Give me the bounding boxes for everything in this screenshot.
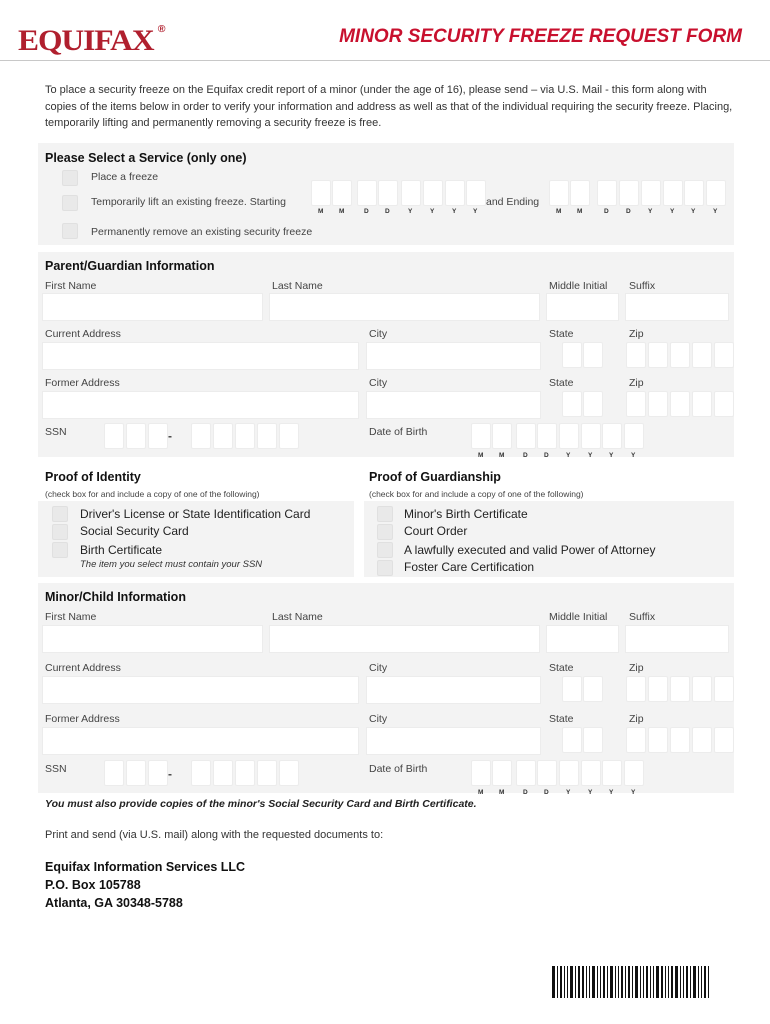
minor-ssn-box[interactable] [279, 760, 299, 786]
start-date-letter: M [318, 208, 324, 215]
barcode-bar [582, 966, 584, 998]
barcode-bar [686, 966, 688, 998]
end-date-box[interactable] [706, 180, 726, 206]
g-birth-cert-checkbox[interactable] [377, 506, 393, 522]
service-heading: Please Select a Service (only one) [45, 151, 247, 165]
barcode-bar [603, 966, 605, 998]
minor-ssn-box[interactable] [235, 760, 255, 786]
end-date-letter: D [604, 208, 609, 215]
parent-city-label: City [369, 328, 388, 340]
minor-dob-label: Date of Birth [369, 763, 428, 775]
parent-ssn-box[interactable] [235, 423, 255, 449]
g-foster-care-label: Foster Care Certification [404, 560, 535, 574]
parent-dob-box[interactable] [559, 423, 579, 449]
barcode-bar [621, 966, 623, 998]
parent-dob-letter: Y [631, 452, 636, 459]
parent-former-city-label: City [369, 377, 388, 389]
barcode-bar [708, 966, 709, 998]
minor-zip-box[interactable] [714, 676, 734, 702]
temp-lift-checkbox[interactable] [62, 195, 78, 211]
parent-zip-box[interactable] [648, 391, 668, 417]
parent-ssn-label: SSN [45, 426, 67, 438]
permanent-remove-checkbox[interactable] [62, 223, 78, 239]
minor-dob-box[interactable] [537, 760, 557, 786]
minor-city-field[interactable] [366, 676, 541, 704]
end-date-letter: M [556, 208, 562, 215]
end-date-box[interactable] [597, 180, 617, 206]
id-birth-cert-checkbox[interactable] [52, 542, 68, 558]
barcode-bar [650, 966, 651, 998]
minor-dob-box[interactable] [492, 760, 512, 786]
minor-suffix-field[interactable] [625, 625, 729, 653]
barcode-bar [589, 966, 590, 998]
parent-dob-box[interactable] [624, 423, 644, 449]
minor-state-box[interactable] [583, 676, 603, 702]
parent-former-address-field[interactable] [42, 391, 359, 419]
minor-ssn-box[interactable] [104, 760, 124, 786]
print-send-note: Print and send (via U.S. mail) along with the requested documents to: [45, 829, 384, 841]
parent-middle-initial-field[interactable] [546, 293, 619, 321]
form-barcode [552, 966, 726, 998]
id-ss-card-checkbox[interactable] [52, 524, 68, 540]
barcode-bar [690, 966, 691, 998]
start-date-box[interactable] [401, 180, 421, 206]
barcode-bar [646, 966, 648, 998]
parent-ssn-box[interactable] [126, 423, 146, 449]
minor-dob-letter: Y [566, 789, 571, 796]
barcode-bar [567, 966, 568, 998]
minor-zip-box[interactable] [670, 676, 690, 702]
parent-zip-box[interactable] [626, 391, 646, 417]
minor-dob-box[interactable] [516, 760, 536, 786]
minor-state-box[interactable] [562, 727, 582, 753]
parent-zip-box[interactable] [714, 391, 734, 417]
minor-zip-box[interactable] [714, 727, 734, 753]
parent-dob-letter: M [499, 452, 505, 459]
minor-dob-letter: Y [609, 789, 614, 796]
end-date-box[interactable] [663, 180, 683, 206]
parent-ssn-dash-1: - [168, 429, 172, 443]
minor-ssn-label: SSN [45, 763, 67, 775]
parent-ssn-box[interactable] [148, 423, 168, 449]
parent-suffix-field[interactable] [625, 293, 729, 321]
minor-former-city-label: City [369, 713, 388, 725]
parent-current-address-label: Current Address [45, 328, 121, 340]
temp-lift-label: Temporarily lift an existing freeze. Starting [91, 196, 286, 208]
start-date-box[interactable] [357, 180, 377, 206]
parent-zip-label: Zip [629, 328, 644, 340]
start-date-letter: D [385, 208, 390, 215]
parent-state-label: State [549, 328, 574, 340]
identity-sub: (check box for and include a copy of one of the following) [45, 489, 260, 499]
parent-ssn-box[interactable] [279, 423, 299, 449]
parent-ssn-box[interactable] [213, 423, 233, 449]
parent-zip-box[interactable] [626, 342, 646, 368]
parent-zip-box[interactable] [648, 342, 668, 368]
minor-dob-box[interactable] [559, 760, 579, 786]
id-drivers-license-checkbox[interactable] [52, 506, 68, 522]
parent-dob-letter: D [523, 452, 528, 459]
guardianship-sub: (check box for and include a copy of one of the following) [369, 489, 584, 499]
guardianship-heading: Proof of Guardianship [369, 470, 501, 484]
header-divider [0, 60, 770, 61]
parent-zip-box[interactable] [670, 391, 690, 417]
minor-dob-box[interactable] [581, 760, 601, 786]
parent-dob-letter: M [478, 452, 484, 459]
parent-state-box[interactable] [583, 342, 603, 368]
barcode-bar [665, 966, 666, 998]
parent-zip-box[interactable] [692, 391, 712, 417]
minor-dob-box[interactable] [471, 760, 491, 786]
barcode-bar [640, 966, 641, 998]
barcode-bar [671, 966, 673, 998]
barcode-bar [643, 966, 644, 998]
barcode-bar [615, 966, 616, 998]
parent-dob-letter: Y [588, 452, 593, 459]
start-date-letter: Y [473, 208, 478, 215]
minor-dob-letter: D [544, 789, 549, 796]
minor-first-name-field[interactable] [42, 625, 263, 653]
g-poa-label: A lawfully executed and valid Power of Attorney [404, 543, 656, 557]
parent-zip-box[interactable] [670, 342, 690, 368]
id-drivers-license-label: Driver's License or State Identification Card [80, 507, 311, 521]
barcode-bar [661, 966, 663, 998]
start-date-box[interactable] [466, 180, 486, 206]
barcode-bar [632, 966, 633, 998]
minor-zip-label: Zip [629, 662, 644, 674]
barcode-bar [557, 966, 558, 998]
barcode-bar [635, 966, 638, 998]
parent-dob-letter: Y [566, 452, 571, 459]
minor-state-label: State [549, 662, 574, 674]
barcode-bar [680, 966, 681, 998]
minor-heading: Minor/Child Information [45, 590, 186, 604]
minor-current-address-label: Current Address [45, 662, 121, 674]
minor-former-address-label: Former Address [45, 713, 120, 725]
parent-former-zip-label: Zip [629, 377, 644, 389]
end-date-letter: M [577, 208, 583, 215]
barcode-bar [597, 966, 598, 998]
parent-last-name-label: Last Name [272, 280, 323, 292]
minor-state-box[interactable] [583, 727, 603, 753]
start-date-box[interactable] [311, 180, 331, 206]
parent-dob-box[interactable] [516, 423, 536, 449]
end-date-box[interactable] [570, 180, 590, 206]
barcode-bar [693, 966, 696, 998]
minor-dob-letter: Y [588, 789, 593, 796]
minor-current-address-field[interactable] [42, 676, 359, 704]
id-ss-card-label: Social Security Card [80, 524, 189, 538]
start-date-letter: D [364, 208, 369, 215]
minor-zip-box[interactable] [648, 727, 668, 753]
start-date-box[interactable] [332, 180, 352, 206]
barcode-bar [592, 966, 595, 998]
mailing-address [45, 858, 245, 912]
form-title: MINOR SECURITY FREEZE REQUEST FORM [339, 26, 742, 47]
minor-ssn-box[interactable] [126, 760, 146, 786]
barcode-bar [628, 966, 630, 998]
minor-former-zip-label: Zip [629, 713, 644, 725]
parent-ssn-box[interactable] [104, 423, 124, 449]
minor-zip-box[interactable] [670, 727, 690, 753]
minor-zip-box[interactable] [626, 727, 646, 753]
barcode-bar [704, 966, 706, 998]
barcode-bar [607, 966, 608, 998]
start-date-letter: Y [452, 208, 457, 215]
g-foster-care-checkbox[interactable] [377, 560, 393, 576]
parent-dob-label: Date of Birth [369, 426, 428, 438]
minor-city-label: City [369, 662, 388, 674]
minor-state-box[interactable] [562, 676, 582, 702]
place-freeze-label: Place a freeze [91, 171, 159, 183]
barcode-bar [656, 966, 659, 998]
barcode-bar [564, 966, 565, 998]
identity-note: The item you select must contain your SSN [80, 559, 263, 570]
parent-first-name-label: First Name [45, 280, 97, 292]
parent-state-box[interactable] [583, 391, 603, 417]
end-date-box[interactable] [549, 180, 569, 206]
barcode-bar [625, 966, 626, 998]
minor-dob-letter: M [499, 789, 505, 796]
parent-middle-initial-label: Middle Initial [549, 280, 608, 292]
barcode-bar [552, 966, 555, 998]
minor-former-city-field[interactable] [366, 727, 541, 755]
minor-ssn-box[interactable] [148, 760, 168, 786]
minor-zip-box[interactable] [692, 676, 712, 702]
minor-last-name-field[interactable] [269, 625, 540, 653]
parent-ssn-box[interactable] [191, 423, 211, 449]
minor-dob-letter: M [478, 789, 484, 796]
parent-zip-box[interactable] [692, 342, 712, 368]
minor-dob-letter: D [523, 789, 528, 796]
id-birth-cert-label: Birth Certificate [80, 543, 163, 557]
parent-last-name-field[interactable] [269, 293, 540, 321]
minor-zip-box[interactable] [648, 676, 668, 702]
minor-middle-initial-field[interactable] [546, 625, 619, 653]
start-date-letter: M [339, 208, 345, 215]
end-date-box[interactable] [641, 180, 661, 206]
barcode-bar [675, 966, 678, 998]
minor-former-state-label: State [549, 713, 574, 725]
parent-city-field[interactable] [366, 342, 541, 370]
address-line-1: Equifax Information Services LLC [45, 860, 246, 874]
parent-first-name-field[interactable] [42, 293, 263, 321]
minor-zip-box[interactable] [626, 676, 646, 702]
minor-last-name-label: Last Name [272, 611, 323, 623]
barcode-bar [701, 966, 702, 998]
start-date-box[interactable] [445, 180, 465, 206]
minor-zip-box[interactable] [692, 727, 712, 753]
barcode-bar [668, 966, 669, 998]
minor-ssn-dash-1: - [168, 767, 172, 781]
end-date-box[interactable] [684, 180, 704, 206]
end-date-box[interactable] [619, 180, 639, 206]
parent-dob-box[interactable] [602, 423, 622, 449]
g-birth-cert-label: Minor's Birth Certificate [404, 507, 528, 521]
parent-former-address-label: Former Address [45, 377, 120, 389]
parent-dob-box[interactable] [581, 423, 601, 449]
barcode-bar [575, 966, 576, 998]
address-line-2: P.O. Box 105788 [45, 878, 141, 892]
parent-dob-letter: D [544, 452, 549, 459]
minor-dob-letter: Y [631, 789, 636, 796]
barcode-bar [570, 966, 573, 998]
parent-heading: Parent/Guardian Information [45, 259, 215, 273]
barcode-bar [600, 966, 601, 998]
g-poa-checkbox[interactable] [377, 542, 393, 558]
end-date-letter: Y [670, 208, 675, 215]
and-ending-label: and Ending [486, 196, 540, 208]
place-freeze-checkbox[interactable] [62, 170, 78, 186]
barcode-bar [560, 966, 562, 998]
parent-dob-box[interactable] [537, 423, 557, 449]
minor-suffix-label: Suffix [629, 611, 656, 623]
barcode-bar [586, 966, 587, 998]
parent-state-box[interactable] [562, 342, 582, 368]
start-date-box[interactable] [378, 180, 398, 206]
parent-former-city-field[interactable] [366, 391, 541, 419]
equifax-logo: EQUIFAX ® [18, 24, 165, 57]
barcode-bar [683, 966, 684, 998]
parent-state-box[interactable] [562, 391, 582, 417]
end-date-letter: Y [648, 208, 653, 215]
g-court-order-checkbox[interactable] [377, 524, 393, 540]
parent-dob-letter: Y [609, 452, 614, 459]
minor-dob-box[interactable] [602, 760, 622, 786]
barcode-bar [578, 966, 580, 998]
minor-ssn-box[interactable] [257, 760, 277, 786]
parent-former-state-label: State [549, 377, 574, 389]
minor-docs-note: You must also provide copies of the minor's Social Security Card and Birth Certificate. [45, 798, 477, 810]
barcode-bar [618, 966, 619, 998]
identity-heading: Proof of Identity [45, 470, 141, 484]
parent-zip-box[interactable] [714, 342, 734, 368]
minor-middle-initial-label: Middle Initial [549, 611, 608, 623]
minor-ssn-box[interactable] [213, 760, 233, 786]
parent-current-address-field[interactable] [42, 342, 359, 370]
permanent-remove-label: Permanently remove an existing security freeze [91, 226, 313, 238]
parent-dob-box[interactable] [471, 423, 491, 449]
parent-dob-box[interactable] [492, 423, 512, 449]
end-date-letter: Y [691, 208, 696, 215]
g-court-order-label: Court Order [404, 524, 468, 538]
start-date-letter: Y [408, 208, 413, 215]
minor-ssn-box[interactable] [191, 760, 211, 786]
intro-text: To place a security freeze on the Equifax credit report of a minor (under the age of 16), please send – via U.S. Mail - this form along with copies of the items below in order to verify your information and address as well as that of the individual requiring the security freeze. Placing, temporarily lifting and permanently removing a security freeze is free. [45, 84, 733, 129]
barcode-bar [698, 966, 699, 998]
barcode-bar [653, 966, 654, 998]
address-line-3: Atlanta, GA 30348-5788 [45, 896, 183, 910]
barcode-bar [610, 966, 613, 998]
end-date-letter: D [626, 208, 631, 215]
minor-former-address-field[interactable] [42, 727, 359, 755]
parent-ssn-box[interactable] [257, 423, 277, 449]
minor-first-name-label: First Name [45, 611, 97, 623]
minor-dob-box[interactable] [624, 760, 644, 786]
start-date-letter: Y [430, 208, 435, 215]
end-date-letter: Y [713, 208, 718, 215]
parent-suffix-label: Suffix [629, 280, 656, 292]
start-date-box[interactable] [423, 180, 443, 206]
